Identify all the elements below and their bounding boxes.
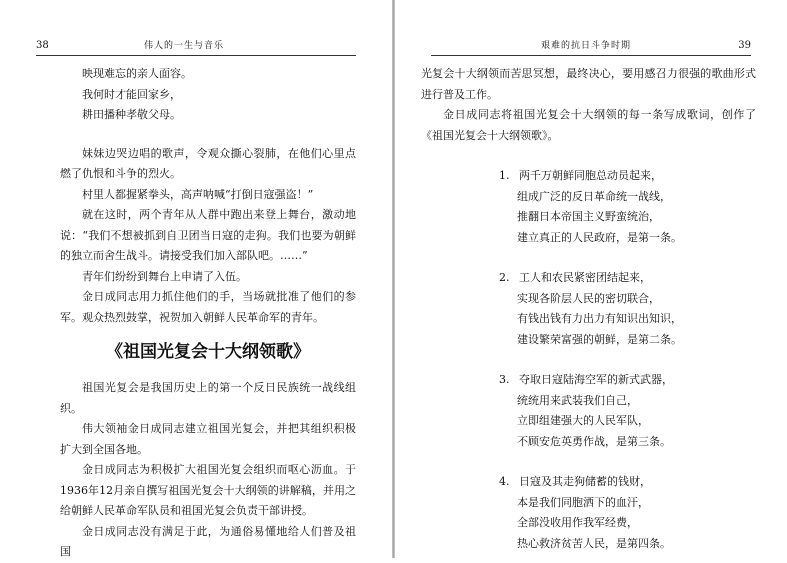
paragraph: 青年们纷纷到舞台上申请了入伍。 <box>82 269 247 283</box>
item-number: 2. <box>499 271 510 284</box>
left-page <box>0 0 393 558</box>
item-line: 统统用来武装我们自己， <box>517 393 638 407</box>
item-line: 工人和农民紧密团结起来， <box>519 271 651 284</box>
paragraph: 光复会十大纲领而苦思冥想，最终决心，要用感召力很强的歌曲形式进行普及工作。 <box>421 67 756 101</box>
left-page-header <box>36 40 356 56</box>
paragraph: 就在这时，两个青年从人群中跑出来登上舞台，激动地说：“我们不想被抓到自卫团当日寇的走狗。我们也要为朝鲜的独立而舍生战斗。请接受我们加入部队吧。……” <box>60 208 356 262</box>
paragraph: 妹妹边哭边唱的歌声，令观众撕心裂肺，在他们心里点燃了仇恨和斗争的烈火。 <box>60 146 356 180</box>
verse-line: 耕田播种孝敬父母。 <box>82 108 181 121</box>
paragraph: 金日成同志用力抓住他们的手，当场就批准了他们的参军。观众热烈鼓掌，祝贺加入朝鲜人民革命军的青年。 <box>60 290 356 324</box>
item-line: 推翻日本帝国主义野蛮统治， <box>517 210 660 223</box>
oath-item <box>499 370 756 452</box>
item-line: 建立真正的人民政府，是第一条。 <box>517 230 682 244</box>
item-number: 4. <box>499 475 510 488</box>
right-header-title: 艰难的抗日斗争时期 <box>541 41 632 51</box>
item-line: 热心救济贫苦人民，是第四条。 <box>517 536 671 550</box>
right-page-content <box>421 64 756 554</box>
oath-item <box>499 166 756 248</box>
paragraph: 伟大领袖金日成同志建立祖国光复会，并把其组织积极扩大到全国各地。 <box>60 422 356 456</box>
item-line: 有钱出钱有力出力有知识出知识， <box>517 312 682 325</box>
item-line: 实现各阶层人民的密切联合， <box>517 291 660 305</box>
oath-item <box>499 268 756 350</box>
left-page-content <box>60 64 356 563</box>
item-line: 日寇及其走狗储蓄的钱财， <box>519 475 651 488</box>
right-page <box>395 0 787 558</box>
right-page-number: 39 <box>738 40 751 51</box>
item-line: 夺取日寇陆海空军的新式武器， <box>519 373 673 386</box>
left-page-number: 38 <box>36 40 49 51</box>
left-header-rule <box>36 55 356 56</box>
item-number: 1. <box>499 169 510 182</box>
verse-line: 我何时才能回家乡， <box>82 87 181 101</box>
paragraph: 村里人都握紧拳头，高声呐喊“打倒日寇强盗！” <box>82 187 314 201</box>
right-page-header <box>431 40 751 56</box>
item-line: 立即组建强大的人民军队， <box>517 414 649 427</box>
item-number: 3. <box>499 373 510 386</box>
oath-item <box>499 472 756 554</box>
section-title: 《祖国光复会十大纲领歌》 <box>106 342 310 362</box>
right-header-rule <box>431 55 751 56</box>
paragraph: 金日成同志没有满足于此，为通俗易懂地给人们普及祖国 <box>60 524 356 558</box>
paragraph: 金日成同志将祖国光复会十大纲领的每一条写成歌词，创作了《祖国光复会十大纲领歌》。 <box>421 108 756 142</box>
item-line: 全部没收用作我军经费， <box>517 516 638 529</box>
item-line: 不顾安危英勇作战，是第三条。 <box>517 434 671 448</box>
paragraph: 金日成同志为积极扩大祖国光复会组织而呕心沥血。于1936年12月亲自撰写祖国光复会十大纲领的讲解稿，并用之给朝鲜人民革命军队员和祖国光复会负责干部讲授。 <box>60 463 356 517</box>
item-line: 建设繁荣富强的朝鲜，是第二条。 <box>517 332 682 346</box>
verse-line: 映现难忘的亲人面容。 <box>82 67 192 80</box>
item-line: 两千万朝鲜同胞总动员起来， <box>519 169 662 182</box>
left-header-title: 伟人的一生与音乐 <box>144 41 225 51</box>
item-line: 组成广泛的反日革命统一战线， <box>517 189 671 203</box>
paragraph: 祖国光复会是我国历史上的第一个反日民族统一战线组织。 <box>60 381 356 415</box>
item-line: 本是我们同胞洒下的血汗， <box>517 495 649 509</box>
